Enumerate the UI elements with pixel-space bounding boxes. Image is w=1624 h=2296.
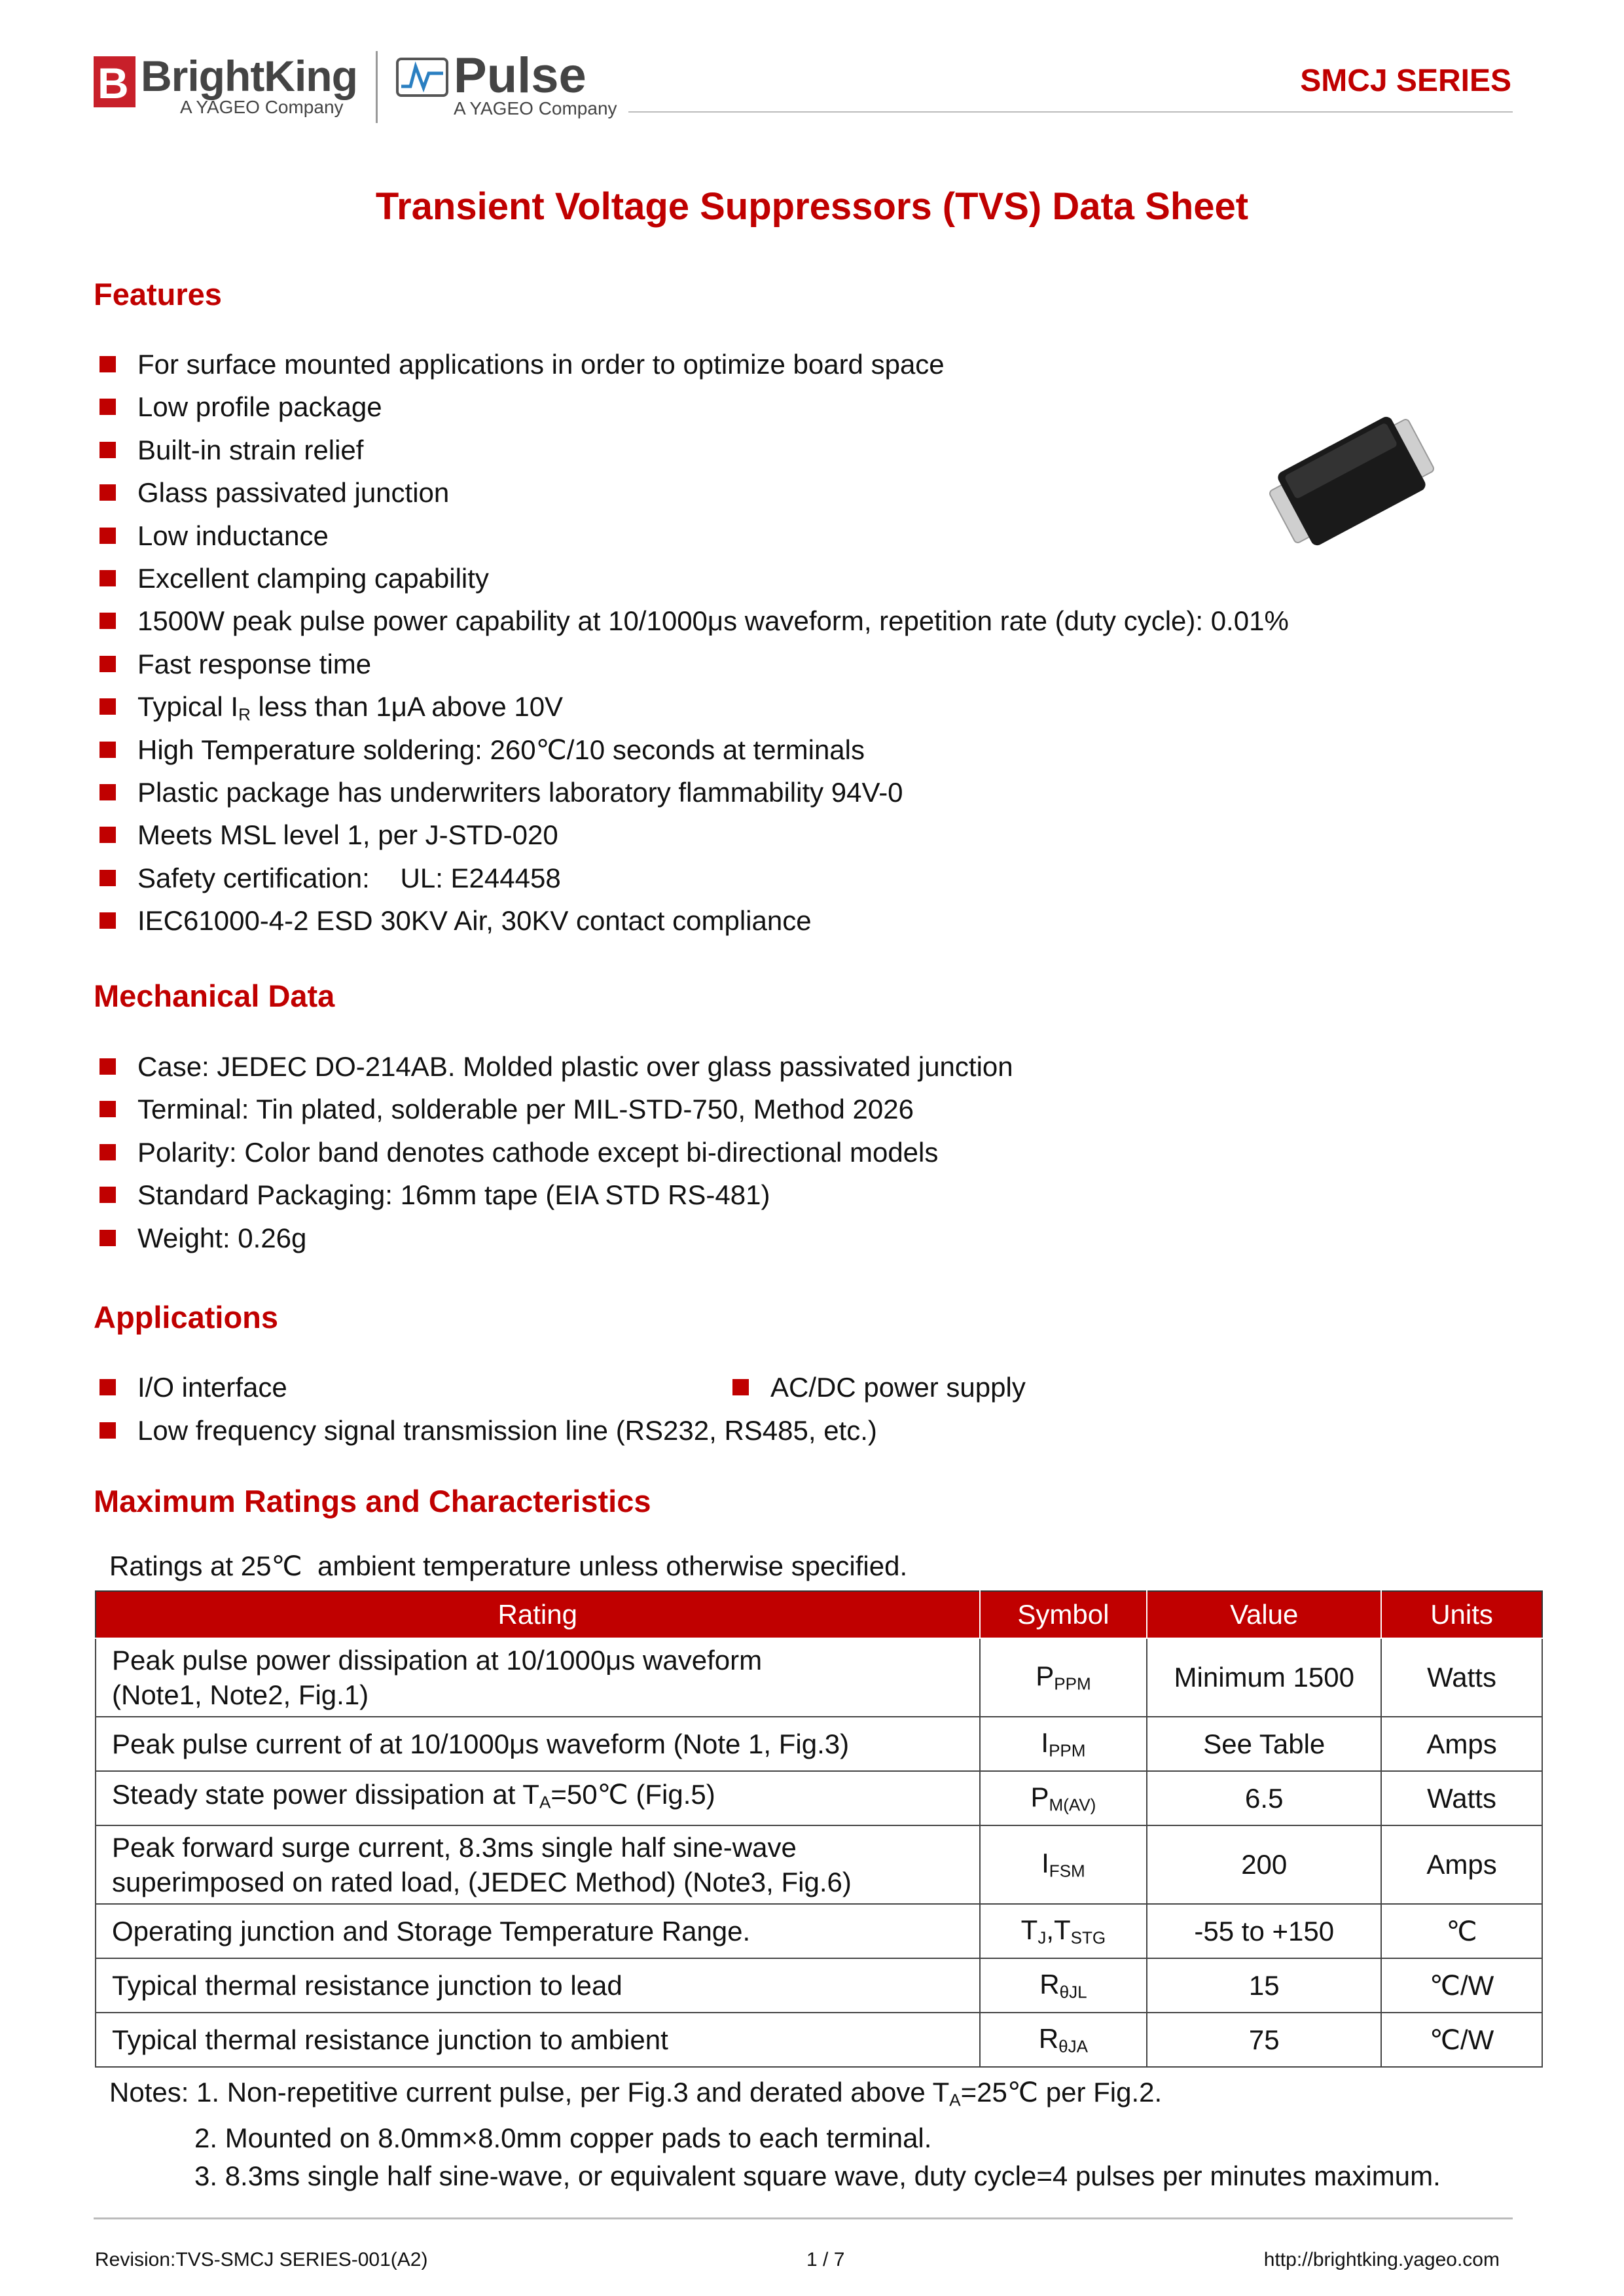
bullet-icon [99,827,116,843]
column-header: Units [1381,1591,1542,1638]
value-cell: -55 to +150 [1147,1904,1381,1958]
header-divider [628,111,1513,113]
footer-url[interactable]: http://brightking.yageo.com [1263,2249,1500,2270]
bullet-icon [99,1101,116,1117]
footer-page-number: 1 / 7 [806,2249,845,2270]
bullet-icon [99,870,116,886]
list-item: Glass passivated junction [98,471,1289,514]
list-item: AC/DC power supply [731,1366,1026,1408]
value-cell: 6.5 [1147,1771,1381,1825]
list-item: Terminal: Tin plated, solderable per MIL-STD-750, Method 2026 [98,1088,1013,1130]
symbol-cell: $I_{PPM}$ [980,1717,1147,1771]
value-cell: See Table [1147,1717,1381,1771]
value-cell: 15 [1147,1958,1381,2013]
bullet-icon [99,1058,116,1075]
list-item: For surface mounted applications in order to optimize board space [98,343,1289,386]
logo-separator [376,51,378,123]
rating-cell: Peak pulse power dissipation at 10/1000μs waveform (Note1, Note2, Fig.1) [96,1638,980,1717]
symbol-cell: $R_{\theta JL}$ [980,1958,1147,2013]
bullet-icon [99,1187,116,1203]
bullet-icon [99,656,116,672]
mechanical-list [98,1045,1013,1259]
rating-cell: Peak pulse current of at 10/1000μs waveform (Note 1, Fig.3) [96,1717,980,1771]
bullet-icon [99,484,116,501]
note-1: Notes: 1. Non-repetitive current pulse, per Fig.3 and derated above $T_A=25℃$ per Fig.2. [109,2077,1163,2110]
bullet-icon [99,742,116,758]
note-2: 2. Mounted on 8.0mm×8.0mm copper pads to each terminal. [194,2122,932,2153]
table-row [96,1771,1542,1825]
list-item: I/O interface [98,1366,287,1408]
bullet-icon [99,698,116,715]
rating-cell: Operating junction and Storage Temperature Range. [96,1904,980,1958]
ratings-note: Ratings at 25℃ ambient temperature unless otherwise specified. [109,1551,908,1581]
bullet-icon [99,528,116,544]
bullet-icon [99,912,116,929]
symbol-cell: $R_{\theta JA}$ [980,2013,1147,2067]
symbol-cell: $T_J,T_{STG}$ [980,1904,1147,1958]
applications-heading: Applications [94,1300,279,1335]
brightking-logo [94,51,355,123]
bullet-icon [99,570,116,586]
bullet-icon [99,1422,116,1439]
list-item: High Temperature soldering: 260℃/10 seconds at terminals [98,728,1289,771]
bullet-icon [732,1379,749,1395]
brightking-subtitle: A YAGEO Company [180,97,344,117]
list-item: Weight: 0.26g [98,1217,1013,1259]
value-cell: 200 [1147,1825,1381,1904]
list-item: Low profile package [98,386,1289,428]
features-heading: Features [94,277,222,312]
document-title: Transient Voltage Suppressors (TVS) Data Sheet [375,185,1249,228]
bullet-icon [99,356,116,372]
list-item: Low frequency signal transmission line (RS232, RS485, etc.) [98,1409,877,1452]
brightking-name: BrightKing [141,52,357,100]
table-row [96,1717,1542,1771]
footer-divider [94,2217,1513,2219]
bullet-icon [99,399,116,415]
ratings-table [95,1590,1543,2068]
svg-text:B: B [98,59,129,107]
value-cell: 75 [1147,2013,1381,2067]
list-item: Polarity: Color band denotes cathode except bi-directional models [98,1131,1013,1174]
applications-row [98,1366,1538,1408]
applications-row [98,1409,1538,1452]
value-cell: Minimum 1500 [1147,1638,1381,1717]
units-cell: ℃/W [1381,1958,1542,2013]
series-label: SMCJ SERIES [1300,63,1511,98]
bullet-icon [99,613,116,629]
list-item: Typical $I_R$ less than 1μA above 10V [98,685,1289,728]
list-item: Safety certification: UL: E244458 [98,857,1289,899]
symbol-cell: $P_{PPM}$ [980,1638,1147,1717]
table-row [96,1638,1542,1717]
list-item: IEC61000-4-2 ESD 30KV Air, 30KV contact compliance [98,899,1289,942]
list-item: 1500W peak pulse power capability at 10/1000μs waveform, repetition rate (duty cycle): 0.01% [98,600,1289,642]
rating-cell: Peak forward surge current, 8.3ms single half sine-wave superimposed on rated load, (JEDEC Method) (Note3, Fig.6) [96,1825,980,1904]
table-notes [109,2073,1441,2195]
list-item: Excellent clamping capability [98,557,1289,600]
pulse-mark-icon [396,58,448,97]
column-header: Value [1147,1591,1381,1638]
list-item: Case: JEDEC DO-214AB. Molded plastic over glass passivated junction [98,1045,1013,1088]
units-cell: Watts [1381,1771,1542,1825]
list-item: Meets MSL level 1, per J-STD-020 [98,814,1289,856]
units-cell: ℃ [1381,1904,1542,1958]
symbol-cell: $P_{M(AV)}$ [980,1771,1147,1825]
footer-revision: Revision:TVS-SMCJ SERIES-001(A2) [95,2249,428,2270]
pulse-subtitle: A YAGEO Company [454,98,617,118]
table-header-row [96,1591,1542,1638]
column-header: Symbol [980,1591,1147,1638]
table-row [96,1904,1542,1958]
symbol-cell: $I_{FSM}$ [980,1825,1147,1904]
column-header: Rating [96,1591,980,1638]
rating-cell: Typical thermal resistance junction to lead [96,1958,980,2013]
features-list [98,343,1289,942]
list-item: Plastic package has underwriters laboratory flammability 94V-0 [98,771,1289,814]
table-row [96,1958,1542,2013]
pulse-name: Pulse [454,48,586,103]
table-row [96,1825,1542,1904]
rating-cell: Typical thermal resistance junction to ambient [96,2013,980,2067]
rating-cell: Steady state power dissipation at $T_A=50℃$ (Fig.5) [96,1771,980,1825]
note-3: 3. 8.3ms single half sine-wave, or equivalent square wave, duty cycle=4 pulses per minutes maximum. [194,2160,1441,2191]
units-cell: Amps [1381,1717,1542,1771]
bullet-icon [99,1144,116,1160]
bullet-icon [99,1230,116,1246]
bullet-icon [99,1379,116,1395]
bullet-icon [99,784,116,800]
units-cell: ℃/W [1381,2013,1542,2067]
mechanical-heading: Mechanical Data [94,978,335,1013]
list-item: Fast response time [98,643,1289,685]
bullet-icon [99,442,116,458]
brightking-mark-icon [94,56,135,107]
list-item: Built-in strain relief [98,429,1289,471]
units-cell: Watts [1381,1638,1542,1717]
tvs-package-image [1260,406,1443,556]
units-cell: Amps [1381,1825,1542,1904]
pulse-logo [396,48,632,123]
ratings-heading: Maximum Ratings and Characteristics [94,1484,651,1518]
table-row [96,2013,1542,2067]
list-item: Low inductance [98,514,1289,557]
list-item: Standard Packaging: 16mm tape (EIA STD RS-481) [98,1174,1013,1216]
